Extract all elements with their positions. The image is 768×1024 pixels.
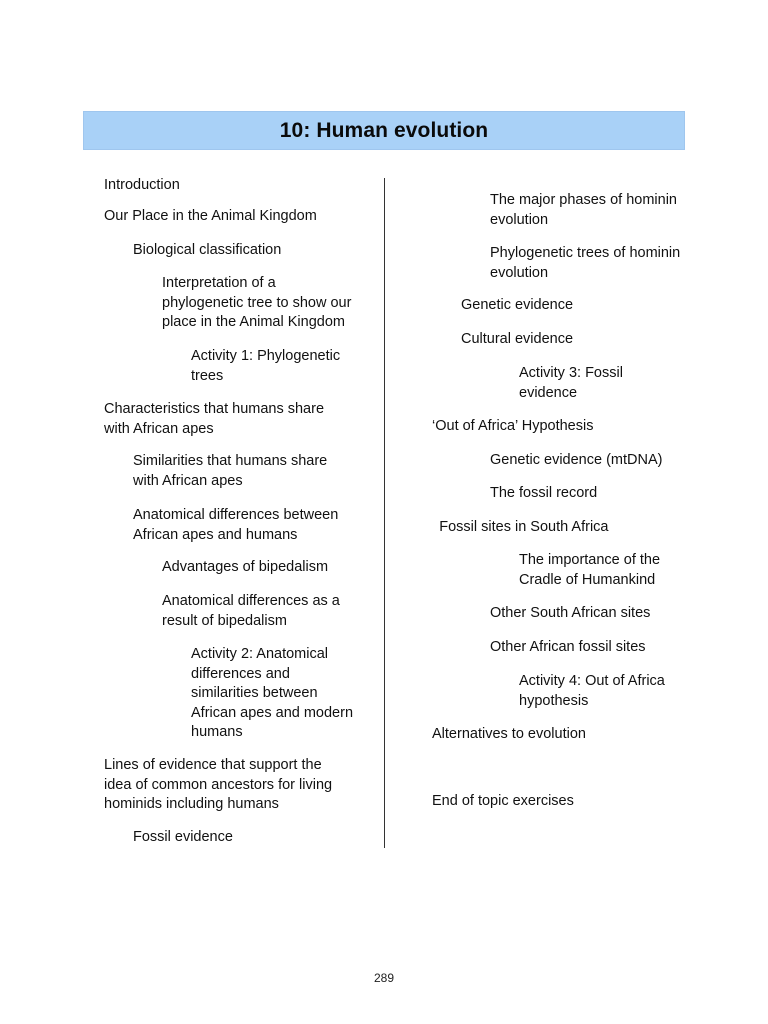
toc-entry-line: evidence (519, 384, 578, 401)
toc-entry-line: The major phases of hominin (490, 192, 677, 208)
toc-entry-line: Activity 2: Anatomical (191, 646, 328, 662)
toc-entry-line: Cultural evidence (461, 331, 574, 347)
toc-entry-line: hypothesis (519, 692, 589, 709)
toc-entry-line: with African apes (133, 472, 243, 489)
toc-entry-line: Genetic evidence (461, 297, 574, 313)
toc-entry (162, 592, 340, 631)
toc-entry-line: Activity 1: Phylogenetic (191, 348, 341, 364)
toc-entry-line: with African apes (104, 420, 214, 437)
toc-entry-line: Anatomical differences as a (162, 593, 340, 609)
toc-entry-line: Phylogenetic trees of hominin (490, 245, 681, 261)
toc-entry-line: Interpretation of a (162, 275, 276, 291)
chapter-title-banner (83, 111, 685, 150)
toc-entry-line: Similarities that humans share (133, 453, 328, 469)
toc-entry-line: evolution (490, 264, 549, 281)
toc-entry-line: phylogenetic tree to show our (162, 294, 352, 311)
toc-entry-line: result of bipedalism (162, 612, 287, 629)
toc-entry-line: Activity 3: Fossil (519, 365, 623, 381)
toc-entry-line: Characteristics that humans share (104, 401, 325, 417)
toc-entry (519, 364, 623, 403)
toc-entry-line: Fossil sites in South Africa (439, 519, 609, 535)
column-divider (384, 178, 385, 848)
toc-entry (133, 241, 281, 261)
toc-entry-line: Other South African sites (490, 605, 651, 621)
toc-entry-line: Biological classification (133, 242, 282, 258)
toc-entry-line: place in the Animal Kingdom (162, 314, 345, 330)
toc-entry-line: End of topic exercises (432, 793, 574, 809)
toc-entry-line: Our Place in the Animal Kingdom (104, 208, 317, 224)
toc-entry-line: Lines of evidence that support the (104, 757, 322, 773)
toc-entry (439, 518, 608, 538)
toc-entry-line: Alternatives to evolution (432, 726, 586, 742)
toc-entry (519, 551, 660, 590)
toc-entry-line: Advantages of bipedalism (162, 559, 329, 575)
toc-entry-line: African apes and humans (133, 526, 298, 543)
toc-entry (490, 244, 680, 283)
toc-entry (519, 672, 665, 711)
toc-entry (490, 604, 650, 624)
toc-entry (104, 207, 317, 227)
toc-entry-line: trees (191, 367, 224, 384)
toc-entry (191, 347, 340, 386)
toc-entry (191, 645, 353, 743)
toc-entry-line: Activity 4: Out of Africa (519, 673, 665, 689)
toc-entry-line: The fossil record (490, 485, 598, 501)
toc-entry (432, 792, 574, 812)
toc-entry-line: Fossil evidence (133, 829, 233, 845)
toc-entry (133, 506, 338, 545)
toc-entry-line: Introduction (104, 177, 180, 193)
toc-entry-line: The importance of the (519, 552, 661, 568)
toc-entry-line: differences and (191, 665, 290, 682)
toc-entry (104, 400, 324, 439)
toc-entry (490, 484, 597, 504)
toc-entry (104, 176, 180, 196)
toc-entry-line: Other African fossil sites (490, 639, 646, 655)
toc-entry (162, 558, 328, 578)
toc-entry (432, 725, 586, 745)
page-title: 10: Human evolution (279, 118, 489, 142)
toc-entry (490, 191, 677, 230)
toc-entry-line: ‘Out of Africa’ Hypothesis (432, 418, 594, 434)
toc-entry-line: evolution (490, 211, 549, 228)
toc-entry (490, 638, 646, 658)
toc-entry-line: similarities between (191, 685, 318, 701)
toc-entry (461, 330, 573, 350)
toc-entry-line: Genetic evidence (mtDNA) (490, 452, 663, 468)
page-number: 289 (373, 971, 395, 985)
toc-entry-line: humans (191, 724, 243, 740)
toc-entry (490, 451, 662, 471)
toc-entry (133, 452, 327, 491)
toc-entry-line: idea of common ancestors for living (104, 776, 333, 793)
toc-entry (162, 274, 351, 333)
toc-entry-line: African apes and modern (191, 704, 354, 721)
toc-entry (104, 756, 332, 815)
toc-entry (133, 828, 233, 848)
toc-entry (432, 417, 593, 437)
toc-entry (461, 296, 573, 316)
toc-entry-line: Cradle of Humankind (519, 571, 656, 588)
toc-entry-line: Anatomical differences between (133, 507, 339, 523)
toc-entry-line: hominids including humans (104, 796, 279, 812)
